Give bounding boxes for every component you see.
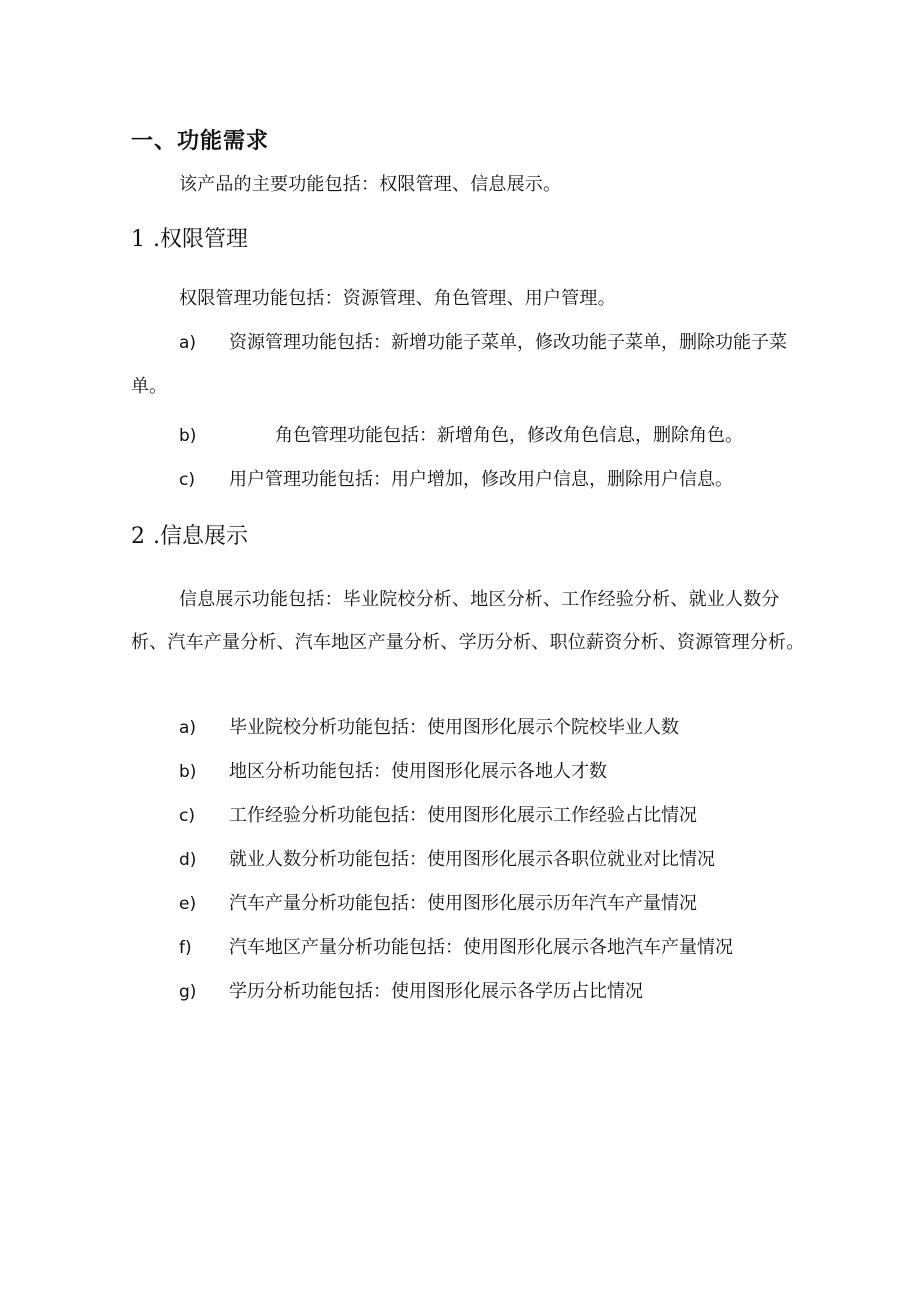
list-item-experience-analysis (179, 801, 697, 831)
heading-text: 权限管理 (160, 227, 249, 252)
list-item-text: 角色管理功能包括：新增角色，修改角色信息，删除角色。 (275, 425, 743, 446)
list-item-car-output-analysis (179, 889, 697, 919)
list-item-text: 汽车地区产量分析功能包括：使用图形化展示各地汽车产量情况 (229, 937, 733, 958)
list-item-text: 毕业院校分析功能包括：使用图形化展示个院校毕业人数 (229, 717, 679, 738)
list-marker: e) (179, 894, 197, 914)
list-marker: c) (179, 470, 195, 490)
heading-functional-requirements: 一、功能需求 (131, 129, 270, 154)
heading-dot: . (153, 524, 160, 549)
heading-number: 2 (131, 524, 145, 549)
heading-number: 1 (131, 227, 145, 252)
list-marker: f) (179, 938, 192, 958)
list-item-text: 就业人数分析功能包括：使用图形化展示各职位就业对比情况 (229, 849, 715, 870)
list-marker: b) (179, 426, 197, 446)
paragraph-product-intro: 该产品的主要功能包括：权限管理、信息展示。 (179, 174, 562, 195)
list-item-region-analysis (179, 757, 607, 787)
paragraph-information-intro: 信息展示功能包括：毕业院校分析、地区分析、工作经验分析、就业人数分析、汽车产量分析、汽车地区产量分析、学历分析、职位薪资分析、资源管理分析。 (131, 589, 805, 653)
heading-permission-management (131, 222, 248, 253)
list-item-employment-analysis (179, 845, 715, 875)
list-marker: b) (179, 762, 197, 782)
list-item-text: 汽车产量分析功能包括：使用图形化展示历年汽车产量情况 (229, 893, 697, 914)
list-item-text: 资源管理功能包括：新增功能子菜单，修改功能子菜单，删除功能子菜单。 (131, 332, 787, 397)
list-item-resource-management (131, 321, 811, 408)
heading-information-display (131, 519, 248, 550)
list-item-text: 工作经验分析功能包括：使用图形化展示工作经验占比情况 (229, 805, 697, 826)
list-marker: a) (179, 718, 197, 738)
list-item-text: 学历分析功能包括：使用图形化展示各学历占比情况 (229, 981, 643, 1002)
list-item-school-analysis (179, 713, 679, 743)
list-marker: d) (179, 850, 197, 870)
list-item-text: 地区分析功能包括：使用图形化展示各地人才数 (229, 761, 607, 782)
list-item-car-region-analysis (179, 933, 733, 963)
list-marker: g) (179, 982, 197, 1002)
list-marker: c) (179, 806, 195, 826)
list-item-education-analysis (179, 977, 643, 1007)
heading-text: 信息展示 (160, 524, 249, 549)
heading-dot: . (153, 227, 160, 252)
paragraph-permission-intro: 权限管理功能包括：资源管理、角色管理、用户管理。 (179, 288, 616, 309)
list-item-user-management (179, 465, 733, 495)
list-item-text: 用户管理功能包括：用户增加，修改用户信息，删除用户信息。 (229, 469, 733, 490)
list-item-role-management (179, 421, 743, 451)
list-marker: a) (179, 333, 197, 353)
